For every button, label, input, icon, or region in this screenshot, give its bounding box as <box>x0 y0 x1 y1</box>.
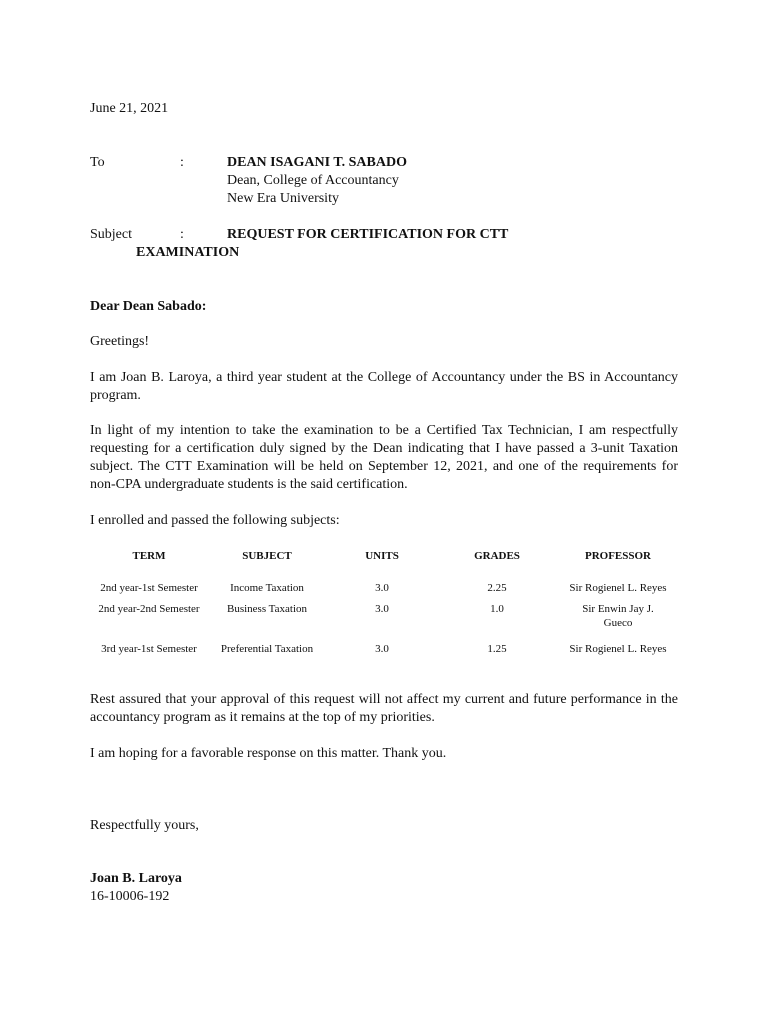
subjects-table <box>90 550 680 658</box>
grade-cell: 2.25 <box>487 582 507 594</box>
units-cell: 3.0 <box>375 643 389 655</box>
salutation: Dear Dean Sabado: <box>90 299 207 314</box>
term-cell: 3rd year-1st Semester <box>101 643 197 655</box>
column-header-grades: GRADES <box>474 550 520 562</box>
term-cell: 2nd year-2nd Semester <box>98 603 200 615</box>
subject-cell: Business Taxation <box>227 603 307 615</box>
recipient-name: DEAN ISAGANI T. SABADO <box>227 155 407 170</box>
recipient-position: Dean, College of Accountancy <box>227 173 399 188</box>
subject-line-1: REQUEST FOR CERTIFICATION FOR CTT <box>227 227 509 242</box>
column-header-subject: SUBJECT <box>242 550 292 562</box>
assurance-paragraph: Rest assured that your approval of this request will not affect my current and future performance in the accountancy program as it remains at the top of my priorities. <box>90 692 678 725</box>
subject-label: Subject <box>90 227 132 242</box>
student-number: 16-10006-192 <box>90 889 170 904</box>
column-header-units: UNITS <box>365 550 399 562</box>
table-row <box>90 636 680 658</box>
to-label: To <box>90 155 105 170</box>
signatory-name: Joan B. Laroya <box>90 871 182 886</box>
term-cell: 2nd year-1st Semester <box>100 582 198 594</box>
table-row <box>90 598 680 636</box>
professor-cell: Sir Rogienel L. Reyes <box>569 643 667 655</box>
professor-cell: Sir Enwin Jay J. Gueco <box>582 603 654 629</box>
to-colon: : <box>180 155 184 170</box>
subject-line-2: EXAMINATION <box>136 245 240 260</box>
grade-cell: 1.25 <box>487 643 507 655</box>
intro-paragraph: I am Joan B. Laroya, a third year student at the College of Accountancy under the BS in Accountancy program. <box>90 370 678 403</box>
column-header-term: TERM <box>132 550 166 562</box>
thanks-paragraph: I am hoping for a favorable response on this matter. Thank you. <box>90 746 447 761</box>
greeting: Greetings! <box>90 334 150 349</box>
table-header-row <box>90 550 680 570</box>
subject-colon: : <box>180 227 184 242</box>
letter-date: June 21, 2021 <box>90 101 169 116</box>
professor-cell: Sir Rogienel L. Reyes <box>569 582 667 594</box>
grade-cell: 1.0 <box>490 603 504 615</box>
request-paragraph: In light of my intention to take the examination to be a Certified Tax Technician, I am respectfully requesting for a certification duly signed by the Dean indicating that I have passed a 3-unit Taxation subject. The CTT Examination will be held on September 12, 2021, and one of the requirements for non-CPA undergraduate students is the said certification. <box>90 423 678 492</box>
subject-cell: Income Taxation <box>230 582 304 594</box>
subjects-intro-paragraph: I enrolled and passed the following subjects: <box>90 513 340 528</box>
complimentary-close: Respectfully yours, <box>90 818 199 833</box>
table-row <box>90 570 680 598</box>
subject-cell: Preferential Taxation <box>220 643 314 655</box>
units-cell: 3.0 <box>375 582 389 594</box>
recipient-institution: New Era University <box>227 191 339 206</box>
units-cell: 3.0 <box>375 603 389 615</box>
column-header-professor: PROFESSOR <box>584 550 651 562</box>
